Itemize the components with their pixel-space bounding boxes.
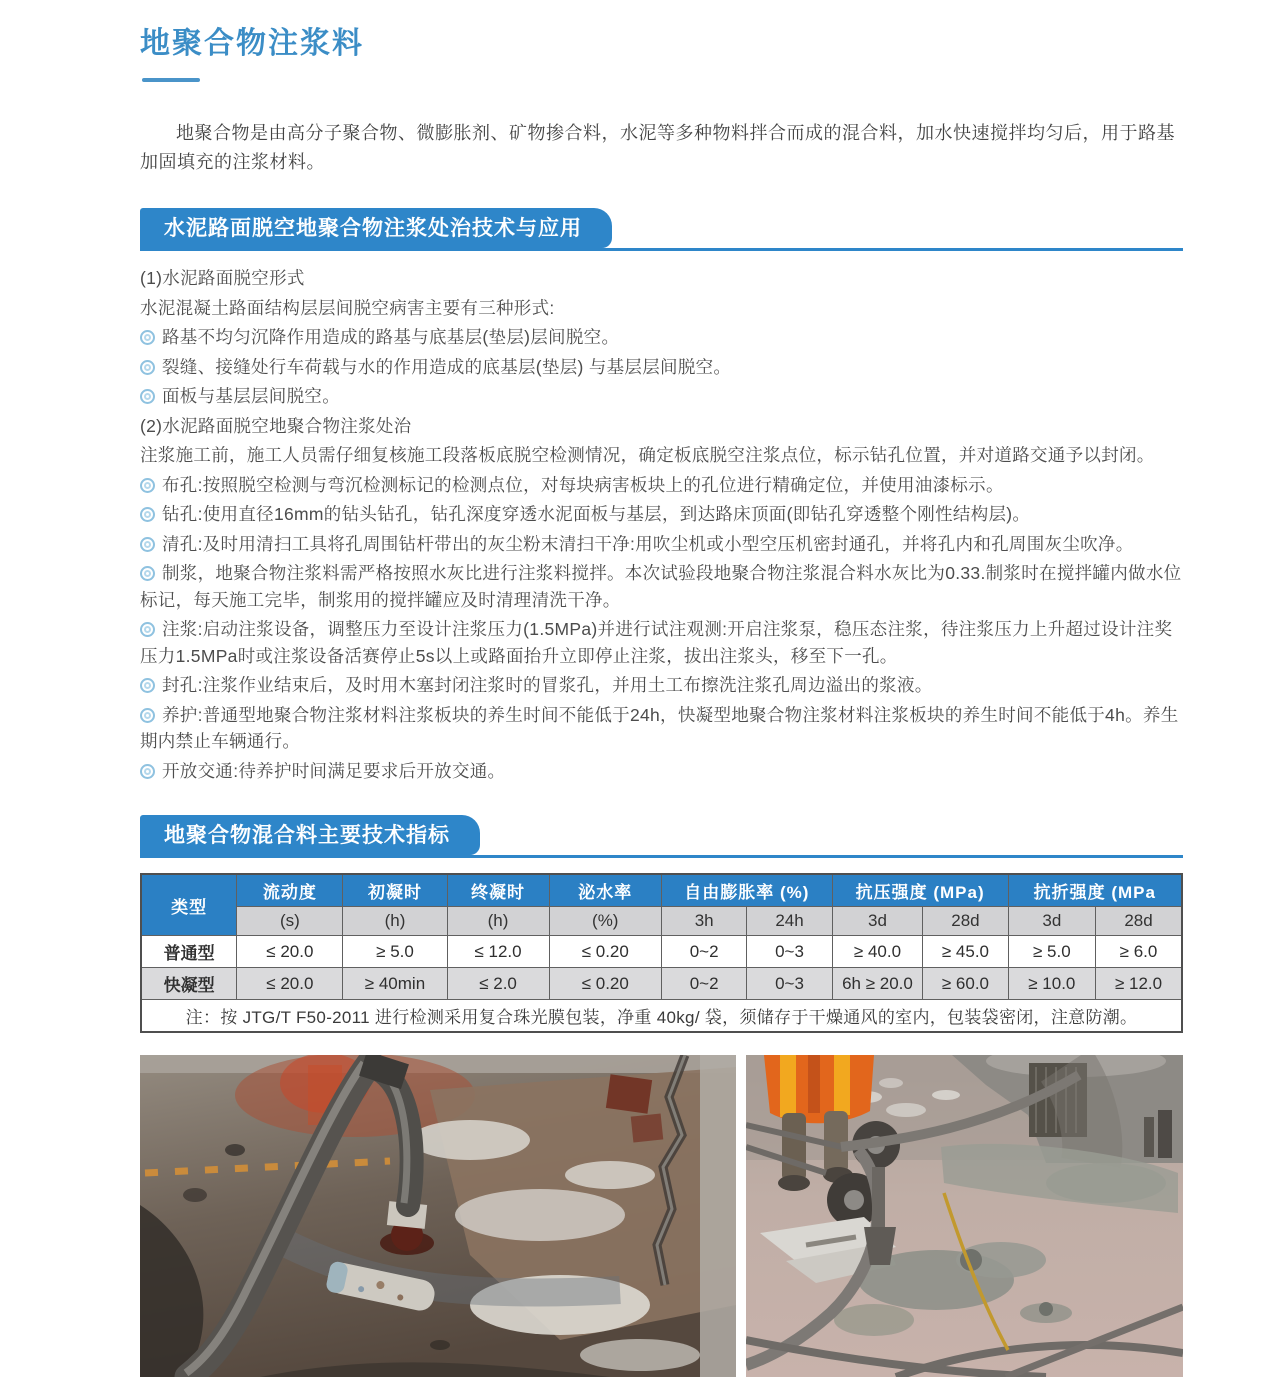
photo-grouting-worksite <box>746 1055 1183 1377</box>
table-header-row-1 <box>141 874 1182 907</box>
header-expansion: 自由膨胀率 (%) <box>661 874 832 907</box>
unit-cell: (h) <box>343 907 447 936</box>
unit-cell: (s) <box>237 907 343 936</box>
process-line <box>140 324 1183 351</box>
ring-bullet-icon <box>140 478 155 493</box>
cell: 0~3 <box>747 936 832 968</box>
header-fluidity: 流动度 <box>237 874 343 907</box>
process-text: 养护:普通型地聚合物注浆材料注浆板块的养生时间不能低于24h，快凝型地聚合物注浆材料注浆板块的养生时间不能低于4h。养生期内禁止车辆通行。 <box>140 704 1179 751</box>
process-steps <box>140 265 1183 784</box>
header-initial-set: 初凝时 <box>343 874 447 907</box>
header-type: 类型 <box>141 874 237 936</box>
process-line <box>140 472 1183 499</box>
table-row-ordinary <box>141 936 1182 968</box>
process-text: 钻孔:使用直径16mm的钻头钻孔，钻孔深度穿透水泥面板与基层，到达路床顶面(即钻孔穿透整个刚性结构层)。 <box>162 504 1031 524</box>
unit-cell: (%) <box>549 907 661 936</box>
process-line <box>140 413 1183 440</box>
cell: ≥ 60.0 <box>923 968 1008 1000</box>
process-line <box>140 616 1183 669</box>
cell: ≤ 0.20 <box>549 968 661 1000</box>
process-line <box>140 702 1183 755</box>
process-text: 路基不均匀沉降作用造成的路基与底基层(垫层)层间脱空。 <box>162 327 620 347</box>
process-line <box>140 383 1183 410</box>
table-row-rapid <box>141 968 1182 1000</box>
spec-table-wrap <box>140 873 1183 1033</box>
cell: ≥ 10.0 <box>1008 968 1095 1000</box>
process-line <box>140 531 1183 558</box>
process-text: 面板与基层层间脱空。 <box>162 386 340 406</box>
process-line <box>140 354 1183 381</box>
spec-table <box>140 873 1183 1033</box>
header-compressive: 抗压强度 (MPa) <box>832 874 1008 907</box>
cell: ≥ 40.0 <box>832 936 923 968</box>
section-header-bar-2 <box>140 815 1183 858</box>
page-title: 地聚合物注浆料 <box>140 27 364 60</box>
title-underline <box>142 78 200 82</box>
cell: ≥ 40min <box>343 968 447 1000</box>
table-header-row-2 <box>141 907 1182 936</box>
process-text: 注浆:启动注浆设备，调整压力至设计注浆压力(1.5MPa)并进行试注观测:开启注浆泵，稳压态注浆，待注浆压力上升超过设计注奖压力1.5MPa时或注浆设备活赛停止5s以上或路面抬升立即停止注浆，拔出注浆头，移至下一孔。 <box>140 619 1173 666</box>
unit-cell: 24h <box>747 907 832 936</box>
ring-bullet-icon <box>140 389 155 404</box>
unit-cell: (h) <box>447 907 549 936</box>
process-line <box>140 560 1183 613</box>
photo-grout-hose-pavement <box>140 1055 736 1377</box>
cell: ≥ 12.0 <box>1096 968 1182 1000</box>
photo-strip <box>140 1055 1183 1377</box>
table-note: 注：按 JTG/T F50-2011 进行检测采用复合珠光膜包装，净重 40kg/ 袋，须储存于干燥通风的室内，包装袋密闭，注意防潮。 <box>141 1000 1182 1033</box>
process-text: 水泥混凝土路面结构层层间脱空病害主要有三种形式: <box>140 297 555 318</box>
process-text: 清孔:及时用清扫工具将孔周围钻杆带出的灰尘粉末清扫干净:用吹尘机或小型空压机密封通孔，并将孔内和孔周围灰尘吹净。 <box>162 533 1134 554</box>
cell: ≥ 5.0 <box>343 936 447 968</box>
ring-bullet-icon <box>140 764 155 779</box>
process-text: 封孔:注浆作业结束后，及时用木塞封闭注浆时的冒浆孔，并用土工布擦洗注浆孔周边溢出的浆液。 <box>162 675 933 695</box>
cell: ≤ 0.20 <box>549 936 661 968</box>
ring-bullet-icon <box>140 537 155 552</box>
cell: 0~3 <box>747 968 832 1000</box>
cell: 0~2 <box>661 936 746 968</box>
process-line <box>140 758 1183 785</box>
cell: ≤ 2.0 <box>447 968 549 1000</box>
cell: ≤ 20.0 <box>237 936 343 968</box>
ring-bullet-icon <box>140 360 155 375</box>
section-title-1: 水泥路面脱空地聚合物注浆处治技术与应用 <box>140 208 612 248</box>
cell: ≥ 45.0 <box>923 936 1008 968</box>
process-text: 布孔:按照脱空检测与弯沉检测标记的检测点位，对每块病害板块上的孔位进行精确定位，并使用油漆标示。 <box>162 474 1004 495</box>
ring-bullet-icon <box>140 566 155 581</box>
process-text: 裂缝、接缝处行车荷载与水的作用造成的底基层(垫层) 与基层层间脱空。 <box>162 356 732 377</box>
cell: ≤ 12.0 <box>447 936 549 968</box>
cell: ≥ 5.0 <box>1008 936 1095 968</box>
page-content <box>140 0 1183 1377</box>
unit-cell: 28d <box>1096 907 1182 936</box>
process-text: 注浆施工前，施工人员需仔细复核施工段落板底脱空检测情况，确定板底脱空注浆点位，标示钻孔位置，并对道路交通予以封闭。 <box>140 445 1155 465</box>
table-note-row <box>141 1000 1182 1033</box>
cell: ≥ 6.0 <box>1096 936 1182 968</box>
process-line <box>140 295 1183 322</box>
header-flexural: 抗折强度 (MPa <box>1008 874 1182 907</box>
ring-bullet-icon <box>140 330 155 345</box>
process-line <box>140 442 1183 469</box>
intro-paragraph: 地聚合物是由高分子聚合物、微膨胀剂、矿物掺合料，水泥等多种物料拌合而成的混合料，加水快速搅拌均匀后，用于路基加固填充的注浆材料。 <box>140 123 1175 172</box>
header-final-set: 终凝时 <box>447 874 549 907</box>
section-header-bar-1 <box>140 208 1183 251</box>
unit-cell: 3h <box>661 907 746 936</box>
cell: ≤ 20.0 <box>237 968 343 1000</box>
process-text: (2)水泥路面脱空地聚合物注浆处治 <box>140 415 412 436</box>
process-line <box>140 501 1183 528</box>
header-bleeding: 泌水率 <box>549 874 661 907</box>
unit-cell: 3d <box>1008 907 1095 936</box>
row-type: 普通型 <box>141 936 237 968</box>
cell: 6h ≥ 20.0 <box>832 968 923 1000</box>
section-title-2: 地聚合物混合料主要技术指标 <box>140 815 480 855</box>
process-line <box>140 672 1183 699</box>
unit-cell: 3d <box>832 907 923 936</box>
unit-cell: 28d <box>923 907 1008 936</box>
process-text: 开放交通:待养护时间满足要求后开放交通。 <box>162 760 506 781</box>
ring-bullet-icon <box>140 678 155 693</box>
cell: 0~2 <box>661 968 746 1000</box>
row-type: 快凝型 <box>141 968 237 1000</box>
process-text: (1)水泥路面脱空形式 <box>140 268 305 288</box>
process-line <box>140 265 1183 292</box>
ring-bullet-icon <box>140 622 155 637</box>
ring-bullet-icon <box>140 507 155 522</box>
ring-bullet-icon <box>140 708 155 723</box>
process-text: 制浆，地聚合物注浆料需严格按照水灰比进行注浆料搅拌。本次试验段地聚合物注浆混合料水灰比为0.33.制浆时在搅拌罐内做水位标记，每天施工完毕，制浆用的搅拌罐应及时清理清洗干净。 <box>140 563 1182 610</box>
